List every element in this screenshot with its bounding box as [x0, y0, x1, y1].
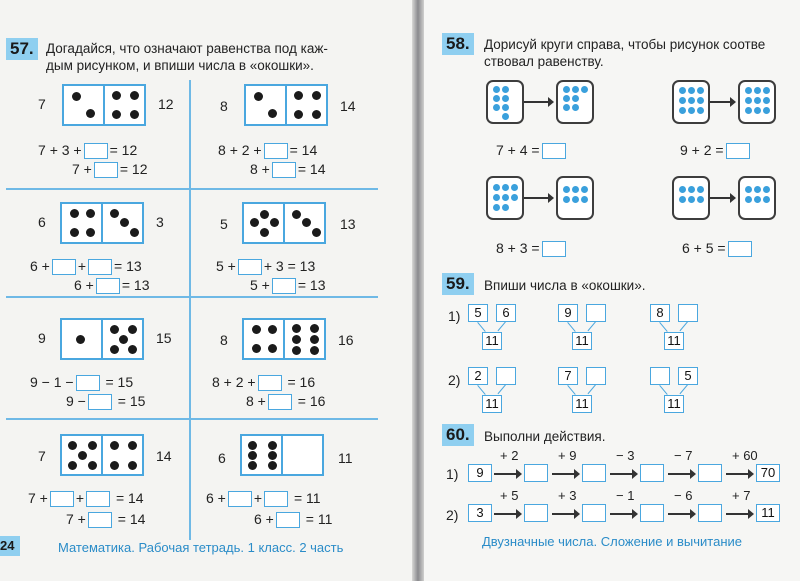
tree-line	[477, 322, 486, 332]
answer-box[interactable]	[542, 143, 566, 159]
operation-label: − 6	[674, 488, 693, 503]
tree-line	[679, 384, 688, 394]
operation-label: + 5	[500, 488, 519, 503]
equation-2: 8 + = 14	[250, 161, 326, 177]
arrow	[524, 101, 552, 103]
domino-card	[242, 202, 326, 244]
equation-2: 5 + = 13	[250, 277, 326, 293]
answer-box[interactable]	[88, 512, 112, 528]
operation-label: + 9	[558, 448, 577, 463]
equation-2: 6 + = 11	[254, 511, 333, 527]
equation-2: 6 + = 13	[74, 277, 150, 293]
addend-box: 2	[468, 367, 488, 385]
answer-box[interactable]	[84, 143, 108, 159]
domino-left-label: 6	[218, 450, 226, 466]
domino-left-label: 7	[38, 448, 46, 464]
grid-line	[6, 418, 378, 420]
arrow	[524, 197, 552, 199]
addend-box[interactable]	[586, 304, 606, 322]
addend-box: 8	[650, 304, 670, 322]
task-57-number: 57.	[6, 38, 38, 60]
equation: 6 + 5 =	[682, 240, 752, 257]
grid-line	[6, 188, 378, 190]
domino-left-label: 8	[220, 98, 228, 114]
sum-box: 11	[664, 332, 684, 350]
domino-right-label: 14	[156, 448, 172, 464]
equation-1: 8 + 2 + = 14	[218, 142, 318, 158]
domino-right-label: 15	[156, 330, 172, 346]
sum-box: 11	[572, 332, 592, 350]
equation-2: 7 + = 12	[72, 161, 148, 177]
addend-box: 5	[468, 304, 488, 322]
sum-box: 11	[482, 395, 502, 413]
answer-box[interactable]	[542, 241, 566, 257]
sum-box: 11	[572, 395, 592, 413]
sum-box: 11	[482, 332, 502, 350]
chain-end-box: 11	[756, 504, 780, 522]
task-57-title-line1: Догадайся, что означают равенства под каж-	[46, 41, 328, 56]
answer-box[interactable]	[698, 464, 722, 482]
answer-box[interactable]	[52, 259, 76, 275]
circles-frame-left	[672, 176, 710, 220]
domino-left-label: 6	[38, 214, 46, 230]
arrow	[668, 473, 694, 475]
row-label: 1)	[446, 466, 459, 482]
page-number: 24	[0, 536, 20, 556]
footer-right: Двузначные числа. Сложение и вычитание	[482, 534, 742, 549]
tree-line	[497, 384, 506, 394]
arrow	[552, 473, 578, 475]
task-60-title: Выполни действия.	[484, 429, 606, 444]
addend-box: 6	[496, 304, 516, 322]
answer-box[interactable]	[264, 491, 288, 507]
tree-line	[679, 321, 688, 331]
arrow	[726, 473, 752, 475]
tree-line	[659, 322, 668, 332]
answer-box[interactable]	[50, 491, 74, 507]
domino-card	[242, 318, 326, 360]
domino-left-label: 5	[220, 216, 228, 232]
domino-card	[60, 318, 144, 360]
row-label: 2)	[448, 372, 461, 388]
sum-box: 11	[664, 395, 684, 413]
operation-label: + 3	[558, 488, 577, 503]
arrow	[710, 197, 734, 199]
domino-card	[244, 84, 328, 126]
answer-box[interactable]	[640, 464, 664, 482]
arrow	[726, 513, 752, 515]
addend-box: 7	[558, 367, 578, 385]
operation-label: − 7	[674, 448, 693, 463]
operation-label: + 7	[732, 488, 751, 503]
addend-box[interactable]	[496, 367, 516, 385]
domino-left-label: 8	[220, 332, 228, 348]
equation-1: 9 − 1 − = 15	[30, 374, 134, 390]
domino-card	[240, 434, 324, 476]
operation-label: − 3	[616, 448, 635, 463]
arrow	[668, 513, 694, 515]
arrow	[610, 513, 636, 515]
chain-start-box: 3	[468, 504, 492, 522]
answer-box[interactable]	[276, 512, 300, 528]
arrow	[494, 473, 520, 475]
arrow	[710, 101, 734, 103]
equation-2: 9 − = 15	[66, 393, 146, 409]
equation-1: 6 + + = 13	[30, 258, 142, 274]
domino-card	[62, 84, 146, 126]
operation-label: − 1	[616, 488, 635, 503]
domino-right-label: 13	[340, 216, 356, 232]
circles-frame-left	[486, 176, 524, 220]
domino-right-label: 14	[340, 98, 356, 114]
domino-right-label: 3	[156, 214, 164, 230]
arrow	[610, 473, 636, 475]
domino-right-label: 16	[338, 332, 354, 348]
tree-line	[587, 321, 596, 331]
task-58-title-line1: Дорисуй круги справа, чтобы рисунок соотве	[484, 37, 766, 52]
task-59-title: Впиши числа в «окошки».	[484, 278, 646, 293]
domino-right-label: 11	[338, 450, 353, 466]
answer-box[interactable]	[640, 504, 664, 522]
task-57-title-line2: дым рисунком, и впиши числа в «окошки».	[46, 58, 314, 73]
addend-box[interactable]	[586, 367, 606, 385]
answer-box[interactable]	[94, 162, 118, 178]
tree-line	[477, 385, 486, 395]
equation: 7 + 4 =	[496, 142, 566, 159]
arrow	[494, 513, 520, 515]
equation-1: 5 + + 3 = 13	[216, 258, 316, 274]
tree-line	[497, 321, 506, 331]
tree-line	[567, 385, 576, 395]
circles-frame-right[interactable]	[738, 176, 776, 220]
domino-left-label: 7	[38, 96, 46, 112]
chain-start-box: 9	[468, 464, 492, 482]
equation-1: 7 + 3 + = 12	[38, 142, 138, 158]
domino-card	[60, 434, 144, 476]
answer-box[interactable]	[698, 504, 722, 522]
answer-box[interactable]	[264, 143, 288, 159]
right-page	[424, 0, 800, 581]
answer-box[interactable]	[726, 143, 750, 159]
operation-label: + 2	[500, 448, 519, 463]
circles-frame-right[interactable]	[556, 176, 594, 220]
row-label: 1)	[448, 308, 461, 324]
operation-label: + 60	[732, 448, 758, 463]
addend-box: 5	[678, 367, 698, 385]
domino-left-label: 9	[38, 330, 46, 346]
book-gutter	[412, 0, 424, 581]
task-59-number: 59.	[442, 273, 474, 295]
grid-line	[6, 296, 378, 298]
domino-card	[60, 202, 144, 244]
circles-frame-right[interactable]	[738, 80, 776, 124]
equation-1: 8 + 2 + = 16	[212, 374, 316, 390]
answer-box[interactable]	[76, 375, 100, 391]
answer-box[interactable]	[258, 375, 282, 391]
tree-line	[659, 385, 668, 395]
answer-box[interactable]	[88, 394, 112, 410]
tree-line	[567, 322, 576, 332]
circles-frame-left	[672, 80, 710, 124]
addend-box[interactable]	[650, 367, 670, 385]
footer-left: Математика. Рабочая тетрадь. 1 класс. 2 часть	[58, 540, 344, 555]
answer-box[interactable]	[272, 162, 296, 178]
answer-box[interactable]	[524, 464, 548, 482]
answer-box[interactable]	[96, 278, 120, 294]
circles-frame-left	[486, 80, 524, 124]
answer-box[interactable]	[268, 394, 292, 410]
answer-box[interactable]	[86, 491, 110, 507]
addend-box: 9	[558, 304, 578, 322]
addend-box[interactable]	[678, 304, 698, 322]
task-58-number: 58.	[442, 33, 474, 55]
arrow	[552, 513, 578, 515]
answer-box[interactable]	[228, 491, 252, 507]
answer-box[interactable]	[728, 241, 752, 257]
answer-box[interactable]	[582, 504, 606, 522]
chain-end-box: 70	[756, 464, 780, 482]
equation-1: 6 + + = 11	[206, 490, 321, 506]
answer-box[interactable]	[88, 259, 112, 275]
task-60-number: 60.	[442, 424, 474, 446]
answer-box[interactable]	[272, 278, 296, 294]
equation: 8 + 3 =	[496, 240, 566, 257]
answer-box[interactable]	[238, 259, 262, 275]
equation-1: 7 + + = 14	[28, 490, 144, 506]
task-58-title-line2: ствовал равенству.	[484, 54, 604, 69]
answer-box[interactable]	[524, 504, 548, 522]
answer-box[interactable]	[582, 464, 606, 482]
equation-2: 8 + = 16	[246, 393, 326, 409]
domino-right-label: 12	[158, 96, 174, 112]
equation-2: 7 + = 14	[66, 511, 146, 527]
circles-frame-right[interactable]	[556, 80, 594, 124]
grid-line	[189, 80, 191, 540]
tree-line	[587, 384, 596, 394]
equation: 9 + 2 =	[680, 142, 750, 159]
row-label: 2)	[446, 507, 459, 523]
